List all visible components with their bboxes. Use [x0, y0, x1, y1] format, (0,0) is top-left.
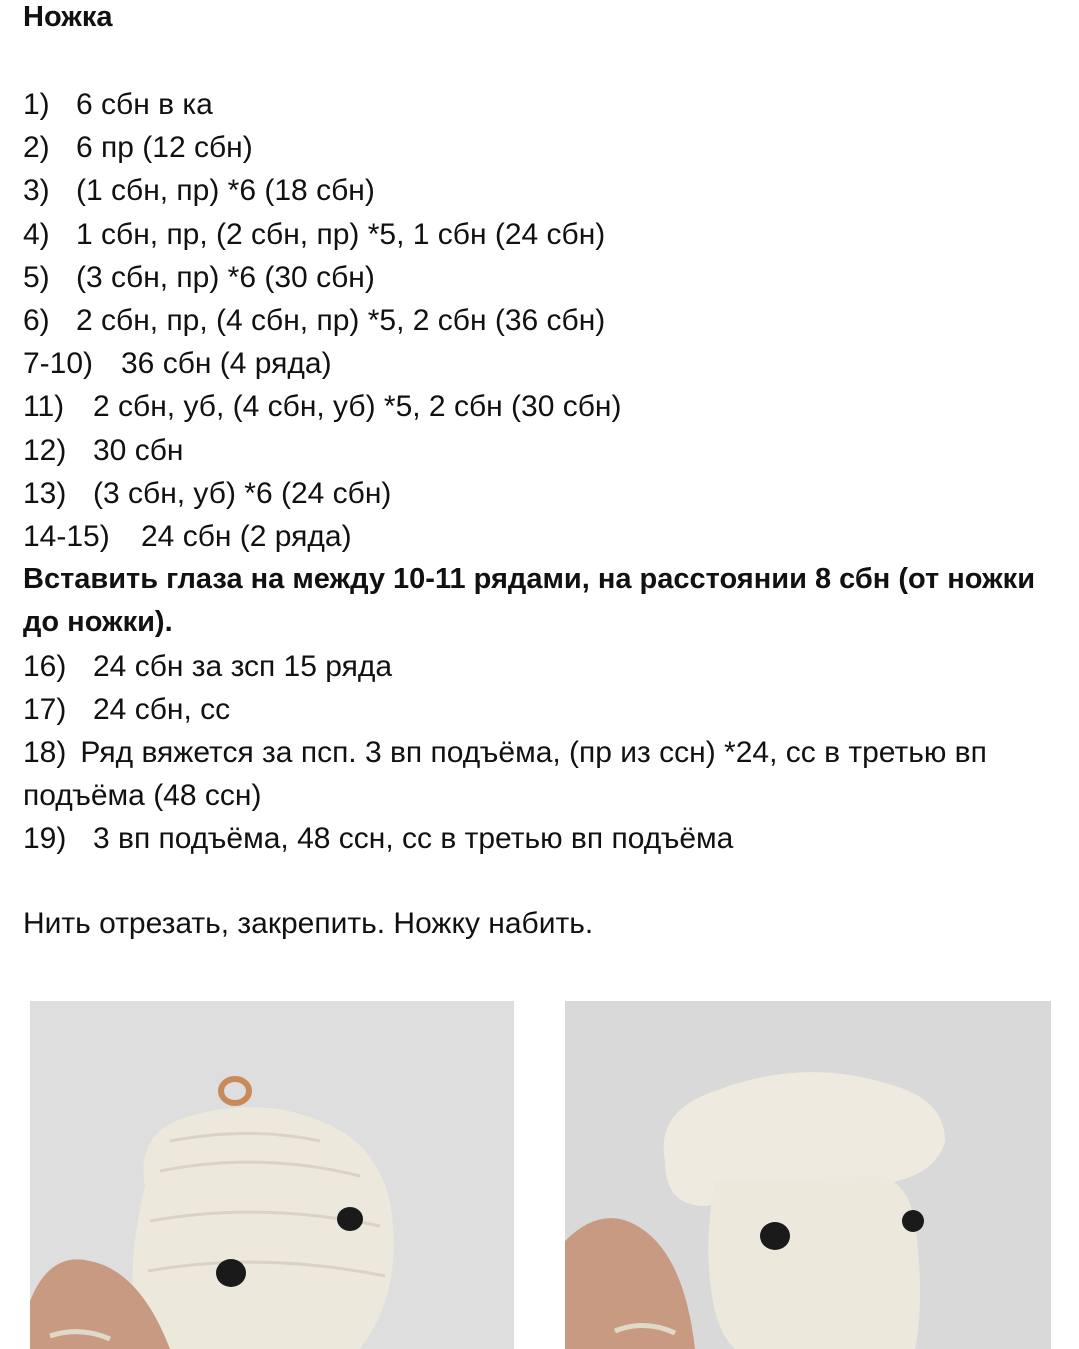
- step-row: [23, 429, 1063, 472]
- step-row: [23, 385, 1063, 428]
- step-number: 2): [23, 131, 50, 165]
- step-number: 19): [23, 822, 67, 856]
- step-row: [23, 688, 1063, 731]
- instructions: [23, 83, 1063, 861]
- step-text: 2 сбн, уб, (4 сбн, уб) *5, 2 сбн (30 сбн): [93, 390, 622, 424]
- photo-mushroom-stem: [30, 1001, 514, 1349]
- closing-note: Нить отрезать, закрепить. Ножку набить.: [23, 907, 594, 940]
- step-number: 14-15): [23, 520, 110, 554]
- step-number: 5): [23, 260, 50, 294]
- step-number: 7-10): [23, 347, 94, 381]
- step-number: 17): [23, 692, 67, 726]
- step-text: 2 сбн, пр, (4 сбн, пр) *5, 2 сбн (36 сбн): [76, 304, 606, 338]
- step-number: 13): [23, 476, 67, 510]
- step-number: 1): [23, 88, 50, 121]
- step-row: [23, 645, 1063, 688]
- step-number: 12): [23, 433, 67, 467]
- step-row: [23, 731, 1063, 817]
- step-row: [23, 213, 1063, 256]
- step-number: 18): [23, 736, 67, 770]
- photo-mushroom-with-cap: [565, 1001, 1051, 1349]
- step-text: (3 сбн, пр) *6 (30 сбн): [76, 260, 375, 294]
- step-text: 3 вп подъёма, 48 ссн, сс в третью вп подъёма: [93, 822, 734, 856]
- step-number: 3): [23, 174, 50, 208]
- step-text: 6 пр (12 сбн): [76, 131, 253, 165]
- step-row: [23, 515, 1063, 558]
- step-text: 36 сбн (4 ряда): [121, 347, 332, 381]
- step-row: [23, 472, 1063, 515]
- step-row: [23, 169, 1063, 212]
- step-text: 24 сбн, сс: [93, 692, 231, 726]
- step-number: 6): [23, 304, 50, 338]
- step-row: [23, 126, 1063, 169]
- step-text: (3 сбн, уб) *6 (24 сбн): [93, 476, 392, 510]
- step-number: 11): [23, 390, 65, 424]
- step-number: 4): [23, 217, 50, 251]
- step-text: 24 сбн (2 ряда): [141, 520, 352, 554]
- step-text: 30 сбн: [93, 433, 184, 467]
- step-row: [23, 299, 1063, 342]
- step-text: 6 сбн в ка: [76, 88, 213, 121]
- step-number: 16): [23, 649, 67, 683]
- step-row: [23, 342, 1063, 385]
- step-text: 1 сбн, пр, (2 сбн, пр) *5, 1 сбн (24 сбн): [76, 217, 606, 251]
- step-row: [23, 817, 1063, 860]
- eyes-note: Вставить глаза на между 10-11 рядами, на расстоянии 8 сбн (от ножки до ножки).: [23, 563, 1036, 639]
- step-text: Ряд вяжется за псп. 3 вп подъёма, (пр из ссн) *24, сс в третью вп подъёма (48 ссн): [23, 736, 987, 813]
- step-text: 24 сбн за зсп 15 ряда: [93, 649, 393, 683]
- step-row: [23, 256, 1063, 299]
- step-text: (1 сбн, пр) *6 (18 сбн): [76, 174, 375, 208]
- step-row: [23, 83, 1063, 126]
- section-title: Ножка: [23, 1, 113, 33]
